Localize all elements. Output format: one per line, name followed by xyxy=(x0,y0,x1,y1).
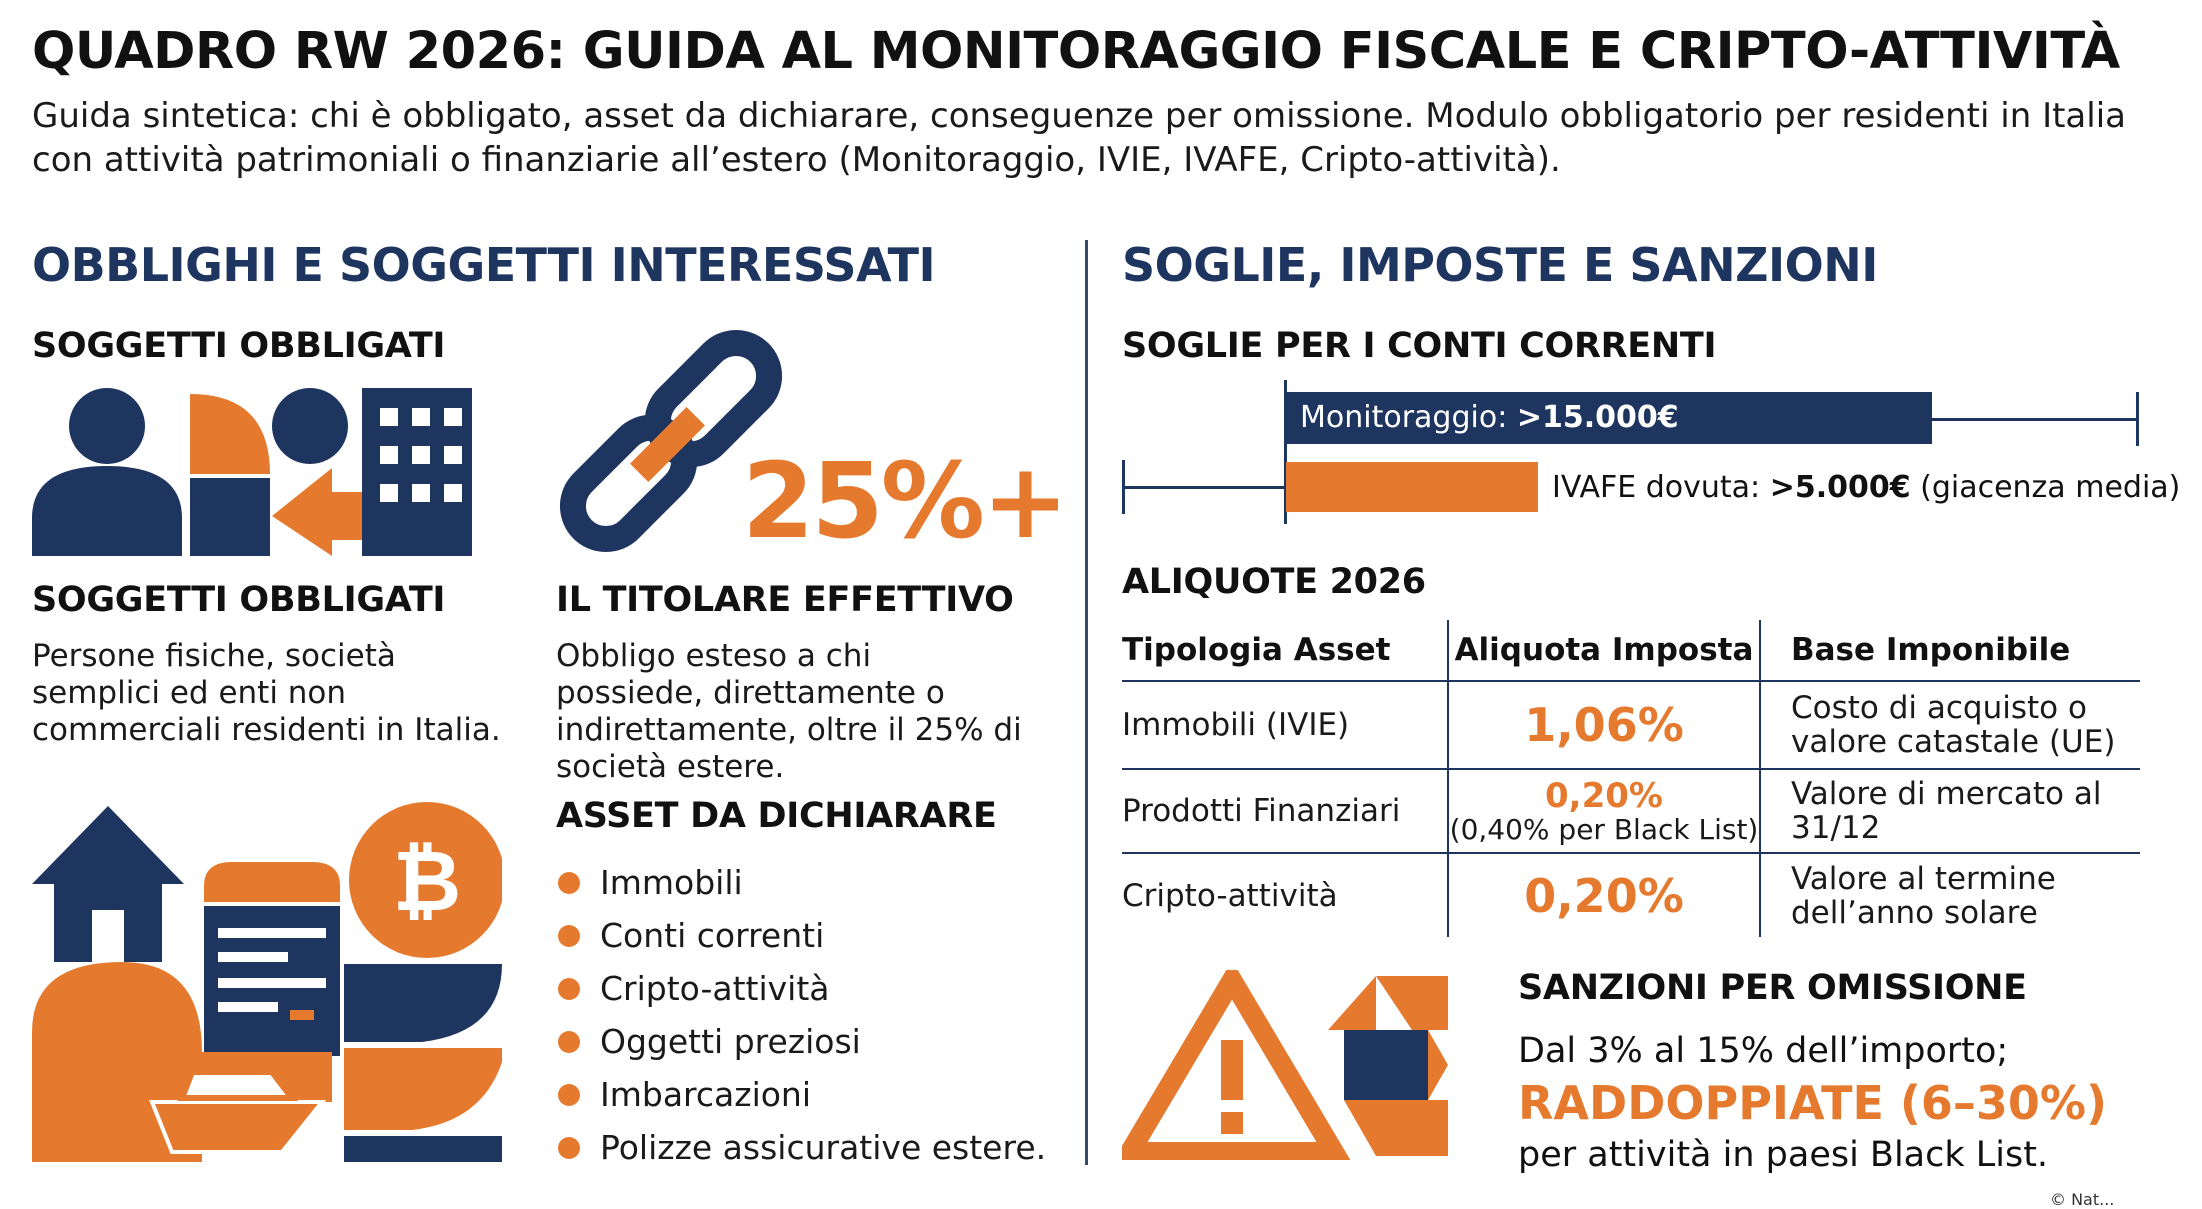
base-cell: Valore al termine dell’anno solare xyxy=(1791,860,2056,931)
subjects-heading: SOGGETTI OBBLIGATI xyxy=(32,580,446,620)
warning-icon xyxy=(1122,970,1452,1160)
list-item xyxy=(556,1015,1046,1068)
section-title-obblighi: OBBLIGHI E SOGGETTI INTERESSATI xyxy=(32,238,936,292)
asset-type-cell: Cripto-attività xyxy=(1122,877,1338,914)
subjects-text: Persone fisiche, società semplici ed enti non commerciali residenti in Italia. xyxy=(32,638,501,748)
page-title: QUADRO RW 2026: GUIDA AL MONITORAGGIO FISCALE E CRIPTO-ATTIVITÀ xyxy=(32,22,2120,81)
sanctions-line-2: per attività in paesi Black List. xyxy=(1518,1135,2049,1175)
table-row xyxy=(1122,769,2140,853)
list-item-label: Cripto-attività xyxy=(600,969,830,1008)
column-header: Base Imponibile xyxy=(1760,620,2140,681)
bullet-icon xyxy=(558,1031,580,1053)
ivafe-whisker-cap xyxy=(1122,460,1125,514)
section-title-soglie: SOGLIE, IMPOSTE E SANZIONI xyxy=(1122,238,1878,292)
asset-type-cell: Prodotti Finanziari xyxy=(1122,769,1448,853)
bullet-icon xyxy=(558,925,580,947)
monitoraggio-bar-label: Monitoraggio: >15.000€ xyxy=(1300,400,1679,435)
bullet-icon xyxy=(558,978,580,1000)
svg-text:₿: ₿ xyxy=(392,832,462,930)
sanctions-text xyxy=(1518,1026,2107,1180)
ivafe-bar-label: IVAFE dovuta: >5.000€ (giacenza media) xyxy=(1552,470,2181,505)
monitor-whisker xyxy=(1932,418,2138,421)
beneficial-owner-heading: IL TITOLARE EFFETTIVO xyxy=(556,580,1014,620)
icon-heading-soggetti: SOGGETTI OBBLIGATI xyxy=(32,326,446,366)
assets-collage-icon xyxy=(32,802,502,1162)
asset-type-cell: Immobili (IVIE) xyxy=(1122,681,1448,769)
base-cell: Valore di mercato al 31/12 xyxy=(1760,769,2140,853)
page-subtitle: Guida sintetica: chi è obbligato, asset da dichiarare, conseguenze per omissione. Modulo obbligatorio per residenti in Italia con attività patrimoniali o finanziarie all’estero (Monitoraggio, IVIE, IVAFE, Cripto-attività). xyxy=(32,96,2126,180)
column-header: Aliquota Imposta xyxy=(1448,620,1760,681)
ivafe-bar xyxy=(1286,462,1538,512)
list-item-label: Polizze assicurative estere. xyxy=(600,1128,1047,1167)
sanctions-highlight: RADDOPPIATE (6–30%) xyxy=(1518,1076,2108,1130)
base-cell: Costo di acquisto o valore catastale (UE) xyxy=(1760,681,2140,769)
bullet-icon xyxy=(558,1084,580,1106)
rate-cell: 0,20% (0,40% per Black List) xyxy=(1448,769,1760,853)
column-divider xyxy=(1085,240,1088,1165)
image-credit: © Nat... xyxy=(2050,1190,2115,1209)
table-header-row xyxy=(1122,620,2140,681)
list-item xyxy=(556,909,1046,962)
list-item-label: Oggetti preziosi xyxy=(600,1022,861,1061)
list-item xyxy=(556,962,1046,1015)
list-item-label: Conti correnti xyxy=(600,916,825,955)
rates-table xyxy=(1122,620,2140,937)
list-item xyxy=(556,1121,1046,1174)
list-item-label: Immobili xyxy=(600,863,743,902)
bullet-icon xyxy=(558,872,580,894)
table-row xyxy=(1122,681,2140,769)
monitor-whisker-cap xyxy=(2136,392,2139,446)
sanctions-heading: SANZIONI PER OMISSIONE xyxy=(1518,968,2027,1008)
rate-cell: 0,20% xyxy=(1448,853,1760,937)
list-item-label: Imbarcazioni xyxy=(600,1075,812,1114)
column-header: Tipologia Asset xyxy=(1122,620,1448,681)
rate-cell: 1,06% xyxy=(1448,681,1760,769)
sanctions-line-1: Dal 3% al 15% dell’importo; xyxy=(1518,1031,2009,1071)
table-row xyxy=(1122,853,2140,937)
people-building-icon xyxy=(32,388,502,556)
rates-heading: ALIQUOTE 2026 xyxy=(1122,562,1426,602)
ivafe-whisker xyxy=(1122,486,1286,489)
asset-list xyxy=(556,856,1046,1174)
beneficial-owner-text: Obbligo esteso a chi possiede, direttamente o indirettamente, oltre il 25% di società estere. xyxy=(556,638,1022,785)
list-item xyxy=(556,1068,1046,1121)
assets-heading: ASSET DA DICHIARARE xyxy=(556,796,997,836)
thresholds-heading: SOGLIE PER I CONTI CORRENTI xyxy=(1122,326,1717,366)
percent-graphic: 25%+ xyxy=(742,440,1067,562)
bullet-icon xyxy=(558,1137,580,1159)
list-item xyxy=(556,856,1046,909)
